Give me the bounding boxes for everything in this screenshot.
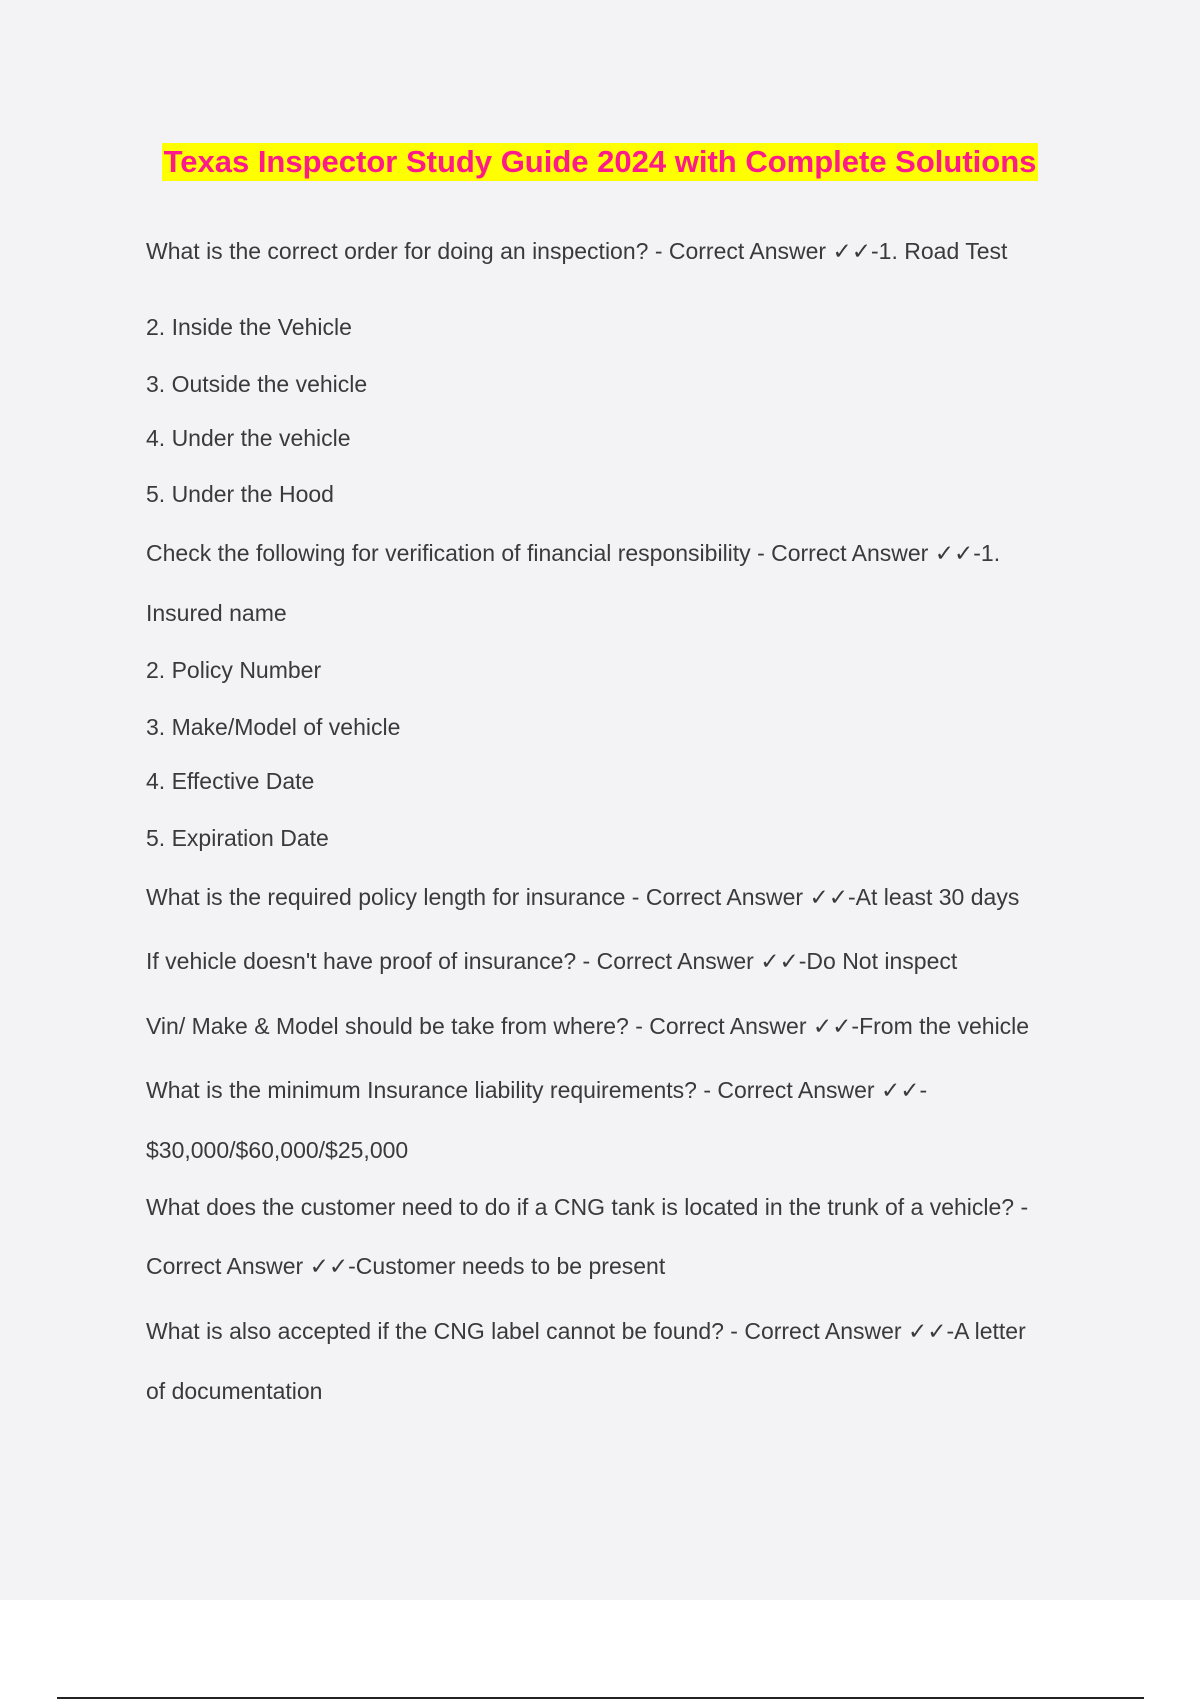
qa-line: Insured name	[146, 600, 287, 626]
qa-line: Correct Answer ✓✓-Customer needs to be present	[146, 1253, 666, 1279]
qa-line: What is the correct order for doing an inspection? - Correct Answer ✓✓-1. Road Test	[146, 238, 1008, 264]
qa-line: What is the required policy length for insurance - Correct Answer ✓✓-At least 30 days	[146, 884, 1020, 910]
qa-line: Vin/ Make & Model should be take from where? - Correct Answer ✓✓-From the vehicle	[146, 1013, 1030, 1039]
qa-line: What is also accepted if the CNG label cannot be found? - Correct Answer ✓✓-A letter	[146, 1318, 1026, 1344]
qa-line: 4. Under the vehicle	[146, 425, 351, 451]
qa-line: of documentation	[146, 1378, 323, 1404]
footer-divider	[57, 1697, 1144, 1699]
qa-line: $30,000/$60,000/$25,000	[146, 1137, 409, 1163]
qa-line: 4. Effective Date	[146, 768, 315, 794]
qa-line: What is the minimum Insurance liability requirements? - Correct Answer ✓✓-	[146, 1077, 928, 1103]
qa-line: 5. Under the Hood	[146, 481, 334, 507]
qa-line: 5. Expiration Date	[146, 825, 329, 851]
document-title: Texas Inspector Study Guide 2024 with Complete Solutions	[163, 144, 1037, 179]
qa-line: 2. Inside the Vehicle	[146, 314, 352, 340]
qa-line: Check the following for verification of financial responsibility - Correct Answer ✓✓-1.	[146, 540, 1001, 566]
qa-line: 3. Make/Model of vehicle	[146, 714, 401, 740]
qa-line: 2. Policy Number	[146, 657, 322, 683]
title-container	[0, 143, 1200, 181]
qa-line: What does the customer need to do if a CNG tank is located in the trunk of a vehicle? -	[146, 1194, 1029, 1220]
qa-line: 3. Outside the vehicle	[146, 371, 368, 397]
qa-line: If vehicle doesn't have proof of insurance? - Correct Answer ✓✓-Do Not inspect	[146, 948, 958, 974]
